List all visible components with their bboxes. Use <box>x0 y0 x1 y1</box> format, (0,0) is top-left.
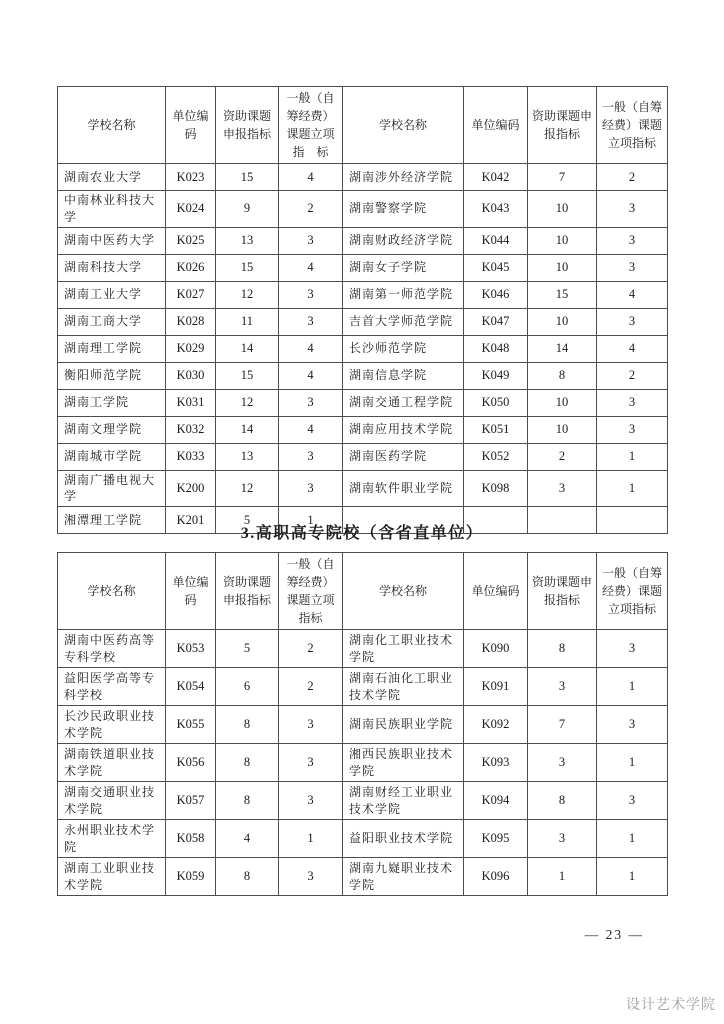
table-row <box>58 416 668 443</box>
school-name-cell: 湖南石油化工职业技术学院 <box>343 668 464 706</box>
general-quota-cell: 1 <box>597 858 668 896</box>
general-quota-cell: 2 <box>597 164 668 191</box>
unit-code-cell: K092 <box>464 706 528 744</box>
grant-quota-cell: 3 <box>528 470 597 507</box>
school-name-cell: 湖南涉外经济学院 <box>343 164 464 191</box>
column-header: 一般（自筹经费）课题立项指 标 <box>279 87 343 164</box>
unit-code-cell: K042 <box>464 164 528 191</box>
grant-quota-cell: 10 <box>528 389 597 416</box>
grant-quota-cell: 10 <box>528 416 597 443</box>
school-name-cell: 湘潭理工学院 <box>58 507 166 534</box>
unit-code-cell: K028 <box>166 308 216 335</box>
general-quota-cell: 2 <box>279 668 343 706</box>
table-row <box>58 470 668 507</box>
unit-code-cell: K050 <box>464 389 528 416</box>
column-header: 资助课题申报指标 <box>528 87 597 164</box>
general-quota-cell: 1 <box>279 820 343 858</box>
general-quota-cell: 3 <box>279 782 343 820</box>
unit-code-cell: K033 <box>166 443 216 470</box>
school-name-cell: 湖南民族职业学院 <box>343 706 464 744</box>
column-header: 资助课题申报指标 <box>216 87 279 164</box>
grant-quota-cell: 14 <box>528 335 597 362</box>
header-row <box>58 87 668 164</box>
table-row <box>58 281 668 308</box>
grant-quota-cell: 12 <box>216 281 279 308</box>
column-header: 一般（自筹经费）课题立项指标 <box>597 87 668 164</box>
page-number: — 23 — <box>584 927 644 942</box>
grant-quota-cell: 10 <box>528 227 597 254</box>
school-name-cell: 湖南交通工程学院 <box>343 389 464 416</box>
general-quota-cell: 3 <box>597 706 668 744</box>
school-name-cell: 中南林业科技大学 <box>58 191 166 228</box>
school-name-cell: 湖南科技大学 <box>58 254 166 281</box>
unit-code-cell: K058 <box>166 820 216 858</box>
school-name-cell: 湖南城市学院 <box>58 443 166 470</box>
general-quota-cell: 3 <box>279 443 343 470</box>
grant-quota-cell: 13 <box>216 443 279 470</box>
grant-quota-cell: 2 <box>528 443 597 470</box>
unit-code-cell: K090 <box>464 630 528 668</box>
grant-quota-cell: 8 <box>528 630 597 668</box>
grant-quota-cell: 15 <box>216 164 279 191</box>
school-name-cell: 湖南文理学院 <box>58 416 166 443</box>
grant-quota-cell: 1 <box>528 858 597 896</box>
table-row <box>58 191 668 228</box>
table-row <box>58 443 668 470</box>
column-header: 单位编码 <box>166 553 216 630</box>
grant-quota-cell: 10 <box>528 308 597 335</box>
unit-code-cell: K091 <box>464 668 528 706</box>
school-name-cell: 长沙民政职业技术学院 <box>58 706 166 744</box>
unit-code-cell: K025 <box>166 227 216 254</box>
general-quota-cell: 4 <box>597 281 668 308</box>
general-quota-cell: 3 <box>597 389 668 416</box>
grant-quota-cell: 3 <box>528 744 597 782</box>
unit-code-cell: K052 <box>464 443 528 470</box>
unit-code-cell: K031 <box>166 389 216 416</box>
general-quota-cell: 4 <box>279 254 343 281</box>
school-name-cell: 湖南第一师范学院 <box>343 281 464 308</box>
grant-quota-cell: 10 <box>528 254 597 281</box>
general-quota-cell: 3 <box>597 782 668 820</box>
school-name-cell: 湖南九嶷职业技术学院 <box>343 858 464 896</box>
column-header: 学校名称 <box>58 553 166 630</box>
school-name-cell: 湖南广播电视大学 <box>58 470 166 507</box>
general-quota-cell: 3 <box>279 389 343 416</box>
school-name-cell: 衡阳师范学院 <box>58 362 166 389</box>
column-header: 一般（自筹经费）课题立项指标 <box>279 553 343 630</box>
grant-quota-cell: 8 <box>216 744 279 782</box>
school-name-cell: 湖南中医药高等专科学校 <box>58 630 166 668</box>
general-quota-cell: 1 <box>597 443 668 470</box>
school-name-cell: 湖南财政经济学院 <box>343 227 464 254</box>
school-name-cell: 湖南中医药大学 <box>58 227 166 254</box>
table-row <box>58 308 668 335</box>
general-quota-cell: 3 <box>279 281 343 308</box>
general-quota-cell: 3 <box>597 254 668 281</box>
unit-code-cell: K030 <box>166 362 216 389</box>
school-name-cell: 湖南化工职业技术学院 <box>343 630 464 668</box>
column-header: 单位编码 <box>464 553 528 630</box>
grant-quota-cell: 5 <box>216 507 279 534</box>
unit-code-cell: K026 <box>166 254 216 281</box>
unit-code-cell: K054 <box>166 668 216 706</box>
university-quota-table <box>57 86 668 534</box>
table-row <box>58 389 668 416</box>
column-header: 单位编码 <box>166 87 216 164</box>
grant-quota-cell: 13 <box>216 227 279 254</box>
grant-quota-cell: 8 <box>216 858 279 896</box>
unit-code-cell: K095 <box>464 820 528 858</box>
unit-code-cell: K049 <box>464 362 528 389</box>
general-quota-cell: 1 <box>597 820 668 858</box>
general-quota-cell: 3 <box>597 416 668 443</box>
school-name-cell: 湖南工业职业技术学院 <box>58 858 166 896</box>
general-quota-cell: 3 <box>279 308 343 335</box>
grant-quota-cell: 8 <box>216 782 279 820</box>
general-quota-cell: 3 <box>279 744 343 782</box>
grant-quota-cell: 15 <box>216 254 279 281</box>
vocational-college-quota-table <box>57 552 668 896</box>
table-row <box>58 668 668 706</box>
unit-code-cell: K057 <box>166 782 216 820</box>
column-header: 学校名称 <box>58 87 166 164</box>
table-row <box>58 782 668 820</box>
general-quota-cell: 3 <box>597 191 668 228</box>
column-header: 资助课题申报指标 <box>528 553 597 630</box>
grant-quota-cell: 12 <box>216 470 279 507</box>
general-quota-cell: 1 <box>279 507 343 534</box>
general-quota-cell: 3 <box>597 227 668 254</box>
column-header: 学校名称 <box>343 87 464 164</box>
unit-code-cell: K200 <box>166 470 216 507</box>
grant-quota-cell: 5 <box>216 630 279 668</box>
school-name-cell: 湖南农业大学 <box>58 164 166 191</box>
unit-code-cell: K051 <box>464 416 528 443</box>
unit-code-cell: K093 <box>464 744 528 782</box>
table-row <box>58 335 668 362</box>
general-quota-cell: 1 <box>597 744 668 782</box>
unit-code-cell: K046 <box>464 281 528 308</box>
grant-quota-cell: 11 <box>216 308 279 335</box>
grant-quota-cell: 9 <box>216 191 279 228</box>
unit-code-cell: K047 <box>464 308 528 335</box>
school-name-cell: 湖南工业大学 <box>58 281 166 308</box>
unit-code-cell: K096 <box>464 858 528 896</box>
school-name-cell: 吉首大学师范学院 <box>343 308 464 335</box>
unit-code-cell: K201 <box>166 507 216 534</box>
watermark-text: 设计艺术学院 <box>626 996 716 1012</box>
grant-quota-cell: 14 <box>216 416 279 443</box>
grant-quota-cell: 3 <box>528 668 597 706</box>
grant-quota-cell: 4 <box>216 820 279 858</box>
unit-code-cell: K048 <box>464 335 528 362</box>
grant-quota-cell: 15 <box>528 281 597 308</box>
general-quota-cell: 4 <box>279 416 343 443</box>
column-header: 一般（自筹经费）课题立项指标 <box>597 553 668 630</box>
general-quota-cell: 3 <box>279 227 343 254</box>
school-name-cell: 湖南财经工业职业技术学院 <box>343 782 464 820</box>
general-quota-cell: 4 <box>279 164 343 191</box>
header-row <box>58 553 668 630</box>
school-name-cell: 永州职业技术学院 <box>58 820 166 858</box>
grant-quota-cell: 12 <box>216 389 279 416</box>
column-header: 单位编码 <box>464 87 528 164</box>
general-quota-cell: 4 <box>279 362 343 389</box>
grant-quota-cell: 8 <box>216 706 279 744</box>
table-row <box>58 362 668 389</box>
general-quota-cell: 4 <box>279 335 343 362</box>
school-name-cell: 益阳职业技术学院 <box>343 820 464 858</box>
general-quota-cell: 2 <box>279 630 343 668</box>
table-row <box>58 744 668 782</box>
school-name-cell: 湖南工商大学 <box>58 308 166 335</box>
unit-code-cell: K032 <box>166 416 216 443</box>
school-name-cell: 湖南交通职业技术学院 <box>58 782 166 820</box>
grant-quota-cell: 3 <box>528 820 597 858</box>
grant-quota-cell: 7 <box>528 164 597 191</box>
grant-quota-cell: 7 <box>528 706 597 744</box>
school-name-cell: 湖南工学院 <box>58 389 166 416</box>
unit-code-cell: K056 <box>166 744 216 782</box>
unit-code-cell: K045 <box>464 254 528 281</box>
table-row <box>58 254 668 281</box>
general-quota-cell: 1 <box>597 470 668 507</box>
table-row <box>58 820 668 858</box>
unit-code-cell: K027 <box>166 281 216 308</box>
grant-quota-cell: 14 <box>216 335 279 362</box>
unit-code-cell: K094 <box>464 782 528 820</box>
general-quota-cell: 1 <box>597 668 668 706</box>
school-name-cell: 益阳医学高等专科学校 <box>58 668 166 706</box>
section-title: 3.高职高专院校（含省直单位） <box>240 525 484 542</box>
unit-code-cell: K098 <box>464 470 528 507</box>
general-quota-cell: 3 <box>597 630 668 668</box>
grant-quota-cell: 6 <box>216 668 279 706</box>
school-name-cell: 湘西民族职业技术学院 <box>343 744 464 782</box>
school-name-cell: 湖南信息学院 <box>343 362 464 389</box>
school-name-cell: 湖南软件职业学院 <box>343 470 464 507</box>
table-row <box>58 227 668 254</box>
unit-code-cell: K024 <box>166 191 216 228</box>
unit-code-cell: K044 <box>464 227 528 254</box>
school-name-cell: 湖南铁道职业技术学院 <box>58 744 166 782</box>
unit-code-cell: K059 <box>166 858 216 896</box>
general-quota-cell: 3 <box>279 858 343 896</box>
unit-code-cell: K053 <box>166 630 216 668</box>
school-name-cell: 湖南女子学院 <box>343 254 464 281</box>
general-quota-cell: 2 <box>597 362 668 389</box>
school-name-cell: 湖南应用技术学院 <box>343 416 464 443</box>
table-row <box>58 630 668 668</box>
grant-quota-cell: 10 <box>528 191 597 228</box>
grant-quota-cell: 15 <box>216 362 279 389</box>
column-header: 资助课题申报指标 <box>216 553 279 630</box>
school-name-cell: 湖南警察学院 <box>343 191 464 228</box>
unit-code-cell: K029 <box>166 335 216 362</box>
unit-code-cell: K043 <box>464 191 528 228</box>
general-quota-cell: 3 <box>279 706 343 744</box>
grant-quota-cell: 8 <box>528 362 597 389</box>
general-quota-cell: 4 <box>597 335 668 362</box>
school-name-cell: 湖南医药学院 <box>343 443 464 470</box>
general-quota-cell: 2 <box>279 191 343 228</box>
general-quota-cell: 3 <box>279 470 343 507</box>
school-name-cell: 湖南理工学院 <box>58 335 166 362</box>
general-quota-cell: 3 <box>597 308 668 335</box>
school-name-cell: 长沙师范学院 <box>343 335 464 362</box>
table-row <box>58 706 668 744</box>
unit-code-cell: K023 <box>166 164 216 191</box>
table-row <box>58 858 668 896</box>
grant-quota-cell: 8 <box>528 782 597 820</box>
table-row <box>58 164 668 191</box>
unit-code-cell: K055 <box>166 706 216 744</box>
column-header: 学校名称 <box>343 553 464 630</box>
